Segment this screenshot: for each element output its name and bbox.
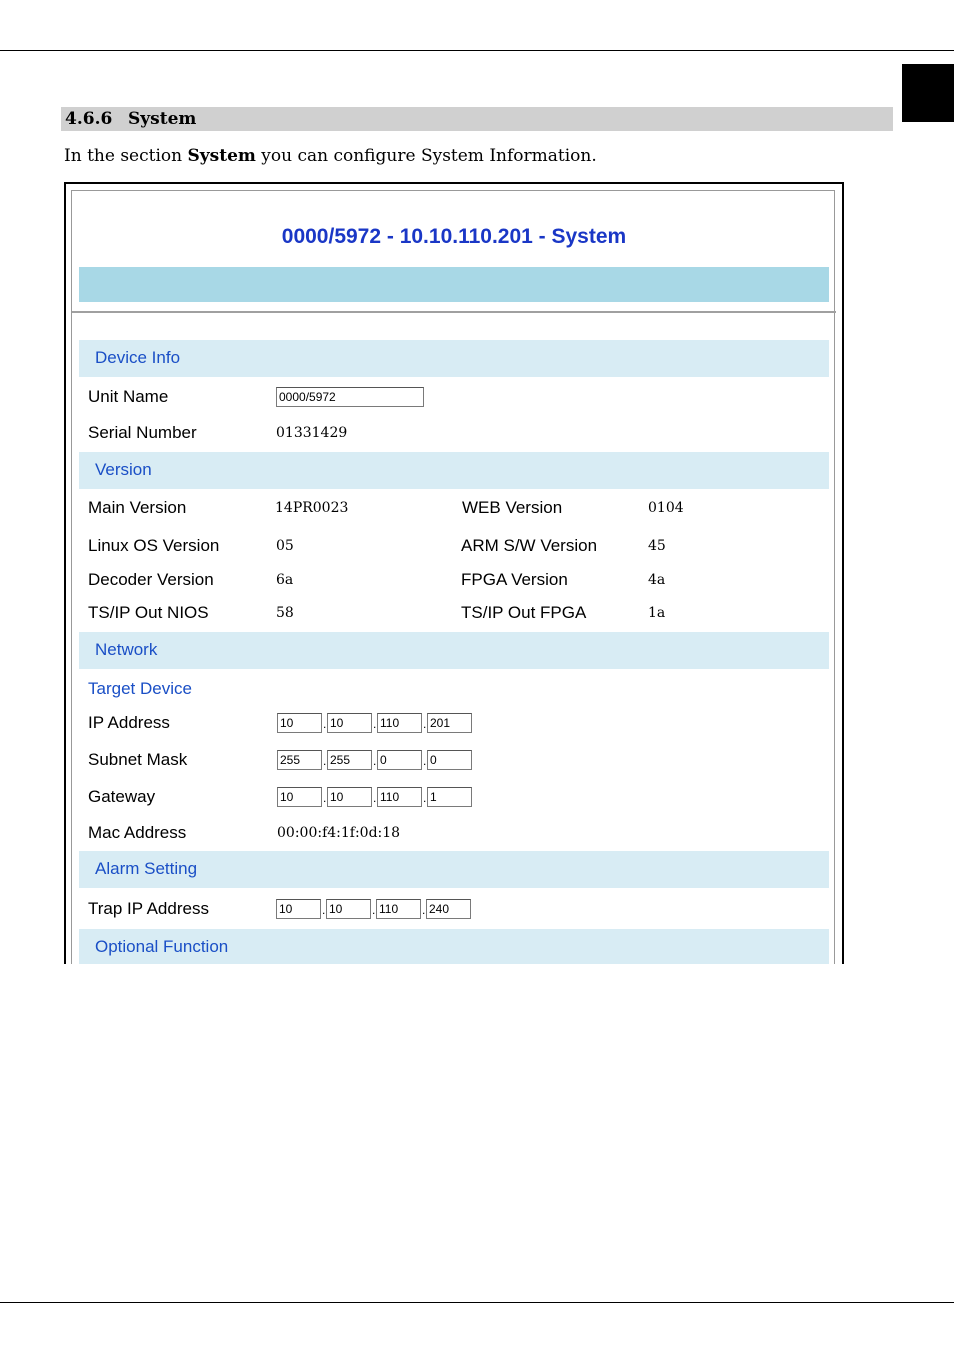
ip-address-octet-4[interactable]: 201 <box>427 713 472 733</box>
arm-sw-version-label: ARM S/W Version <box>461 536 598 555</box>
subnet-mask-octet-1[interactable]: 255 <box>277 750 322 770</box>
target-device-label: Target Device <box>88 679 192 698</box>
network-heading: Network <box>95 640 158 659</box>
ip-address-octet-1[interactable]: 10 <box>277 713 322 733</box>
web-version-label: WEB Version <box>462 498 563 517</box>
trap-ip-input-group <box>276 899 476 921</box>
unit-name-input[interactable]: 0000/5972 <box>276 387 424 407</box>
ip-separator: . <box>422 903 426 917</box>
decoder-version-value: 6a <box>276 572 294 588</box>
intro-suffix: you can configure System Information. <box>255 146 597 166</box>
ip-separator: . <box>323 754 327 768</box>
optional-function-band <box>79 929 829 964</box>
footer-rule <box>0 1302 954 1303</box>
gateway-input-group <box>277 787 477 809</box>
network-band <box>79 632 829 669</box>
mac-address-label: Mac Address <box>88 823 187 842</box>
arm-sw-version-value: 45 <box>648 538 666 554</box>
ip-separator: . <box>372 903 376 917</box>
ip-address-input-group <box>277 713 477 735</box>
system-screenshot <box>64 182 844 964</box>
unit-name-label: Unit Name <box>88 387 169 406</box>
ip-separator: . <box>323 717 327 731</box>
gateway-octet-1[interactable]: 10 <box>277 787 322 807</box>
trap-ip-octet-4[interactable]: 240 <box>426 899 471 919</box>
ip-separator: . <box>423 717 427 731</box>
ip-address-octet-2[interactable]: 10 <box>327 713 372 733</box>
chapter-tab-marker <box>902 64 954 122</box>
intro-prefix: In the section <box>64 146 188 166</box>
subnet-mask-octet-3[interactable]: 0 <box>377 750 422 770</box>
trap-ip-octet-2[interactable]: 10 <box>326 899 371 919</box>
title-divider <box>72 311 836 313</box>
linux-os-version-value: 05 <box>276 538 294 554</box>
version-heading: Version <box>95 460 152 479</box>
ip-separator: . <box>373 791 377 805</box>
system-page <box>71 190 835 964</box>
ip-address-octet-3[interactable]: 110 <box>377 713 422 733</box>
fpga-version-label: FPGA Version <box>461 570 568 589</box>
linux-os-version-label: Linux OS Version <box>88 536 220 555</box>
trap-ip-octet-1[interactable]: 10 <box>276 899 321 919</box>
section-title: System <box>128 109 197 129</box>
ip-separator: . <box>373 717 377 731</box>
subnet-mask-input-group <box>277 750 477 772</box>
page-title: 0000/5972 - 10.10.110.201 - System <box>281 225 627 248</box>
gateway-octet-3[interactable]: 110 <box>377 787 422 807</box>
device-info-band <box>79 340 829 377</box>
intro-bold: System <box>187 146 256 166</box>
intro-paragraph <box>64 144 597 168</box>
trap-ip-octet-3[interactable]: 110 <box>376 899 421 919</box>
tsip-out-fpga-value: 1a <box>648 605 666 621</box>
optional-function-heading: Optional Function <box>95 937 229 956</box>
serial-number-label: Serial Number <box>88 423 197 442</box>
subnet-mask-octet-2[interactable]: 255 <box>327 750 372 770</box>
gateway-octet-2[interactable]: 10 <box>327 787 372 807</box>
subnet-mask-octet-4[interactable]: 0 <box>427 750 472 770</box>
trap-ip-address-label: Trap IP Address <box>88 899 209 918</box>
main-version-value: 14PR0023 <box>275 500 349 516</box>
ip-separator: . <box>423 754 427 768</box>
ip-separator: . <box>323 791 327 805</box>
alarm-setting-band <box>79 851 829 888</box>
ip-separator: . <box>373 754 377 768</box>
ip-separator: . <box>322 903 326 917</box>
ip-address-label: IP Address <box>88 713 170 732</box>
tsip-out-fpga-label: TS/IP Out FPGA <box>461 603 587 622</box>
gateway-octet-4[interactable]: 1 <box>427 787 472 807</box>
fpga-version-value: 4a <box>648 572 666 588</box>
device-info-heading: Device Info <box>95 348 181 367</box>
tsip-out-nios-label: TS/IP Out NIOS <box>88 603 209 622</box>
ip-separator: . <box>423 791 427 805</box>
header-rule <box>0 50 954 51</box>
serial-number-value: 01331429 <box>276 425 348 441</box>
gateway-label: Gateway <box>88 787 156 806</box>
subnet-mask-label: Subnet Mask <box>88 750 188 769</box>
section-number: 4.6.6 <box>65 109 113 129</box>
tsip-out-nios-value: 58 <box>276 605 294 621</box>
version-band <box>79 452 829 489</box>
web-version-value: 0104 <box>648 500 684 516</box>
section-heading <box>61 107 893 131</box>
main-version-label: Main Version <box>88 498 187 517</box>
mac-address-value: 00:00:f4:1f:0d:18 <box>277 825 401 841</box>
decoder-version-label: Decoder Version <box>88 570 214 589</box>
title-bar <box>79 267 829 302</box>
alarm-setting-heading: Alarm Setting <box>95 859 198 878</box>
